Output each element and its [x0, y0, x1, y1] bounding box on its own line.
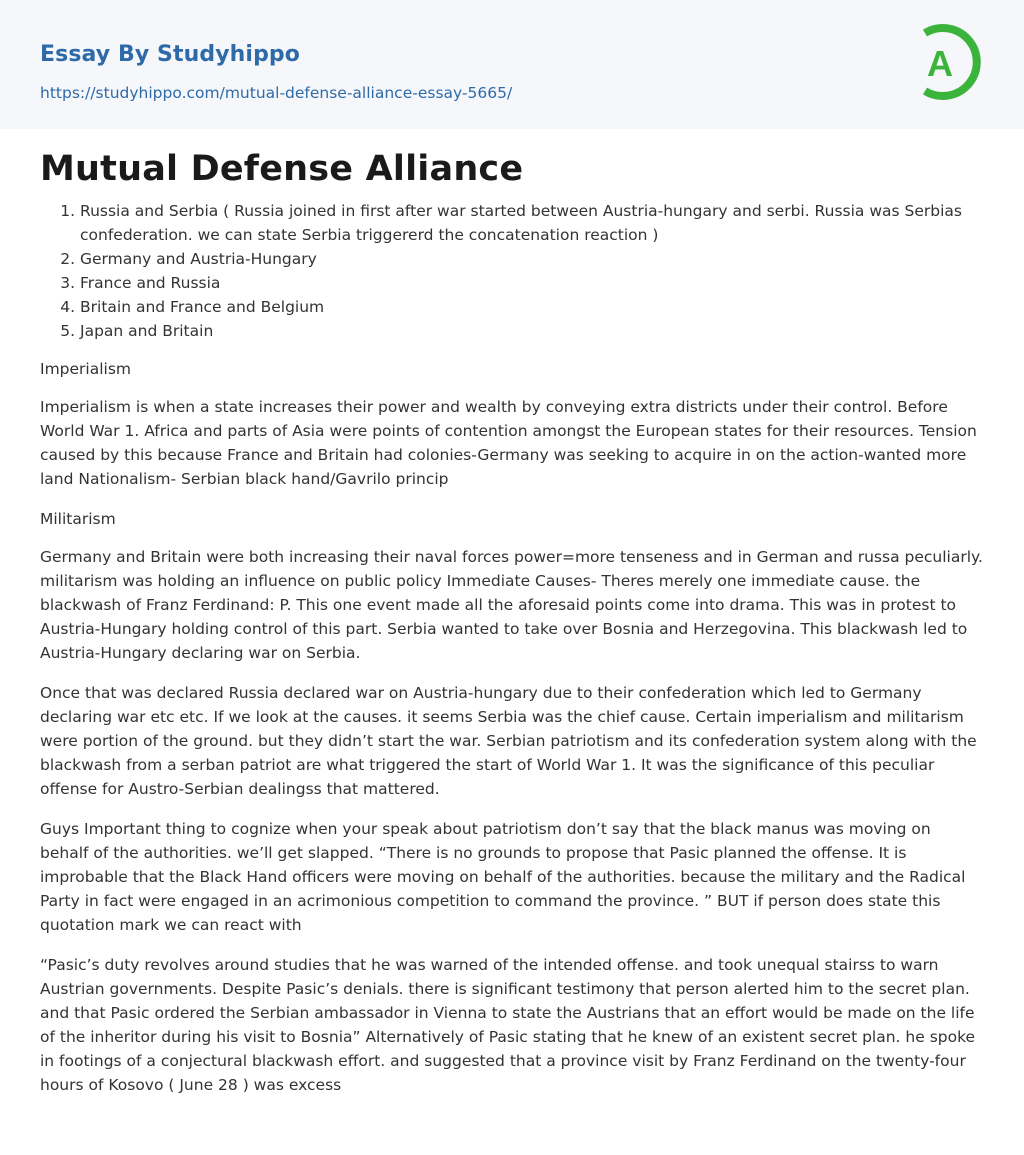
- list-item: 4. Britain and France and Belgium: [80, 295, 984, 319]
- body-paragraph: “Pasic’s duty revolves around studies that he was warned of the intended offense. and took unequal stairss to warn Austrian governments. Despite Pasic’s denials. there is significant testimony that person alerted him to the secret plan. and that Pasic ordered the Serbian ambassador in Vienna to state the Austrians that an effort would be made on the life of the inheritor during his visit to Bosnia” Alternatively of Pasic stating that he knew of an existent secret plan. he spoke in footings of a conjectural blackwash effort. and suggested that a province visit by Franz Ferdinand on the twenty-four hours of Kosovo ( June 28 ) was excess: [40, 956, 976, 1094]
- section-label-imperialism: Imperialism: [40, 360, 132, 378]
- article-title: Mutual Defense Alliance: [40, 149, 524, 189]
- section-label-militarism: Militarism: [40, 510, 116, 528]
- article-body: [0, 129, 1024, 1097]
- body-paragraph: Guys Important thing to cognize when your speak about patriotism don’t say that the black manus was moving on behalf of the authorities. we’ll get slapped. “There is no grounds to propose that Pasic planned the offense. It is improbable that the Black Hand officers were moving on behalf of the authorities. because the military and the Radical Party in fact were engaged in an acrimonious competition to command the province. ” BUT if person does state this quotation mark we can react with: [40, 820, 966, 934]
- studyhippo-logo-icon[interactable]: [912, 19, 986, 105]
- list-item: 2. Germany and Austria-Hungary: [80, 247, 984, 271]
- body-paragraph: Once that was declared Russia declared war on Austria-hungary due to their confederation which led to Germany declaring war etc etc. If we look at the causes. it seems Serbia was the chief cause. Certain imperialism and militarism were portion of the ground. but they didn’t start the war. Serbian patriotism and its confederation system along with the blackwash from a serban patriot are what triggered the start of World War 1. It was the significance of this peculiar offense for Austro-Serbian dealingss that mattered.: [40, 684, 977, 798]
- list-item: 5. Japan and Britain: [80, 319, 984, 343]
- list-item: 3. France and Russia: [80, 271, 984, 295]
- logo-letter: A: [927, 43, 953, 84]
- list-item: 1. Russia and Serbia ( Russia joined in first after war started between Austria-hungary and serbi. Russia was Serbias confederation. we can state Serbia triggererd the concatenation reaction ): [80, 199, 984, 247]
- site-brand[interactable]: Essay By Studyhippo: [40, 42, 300, 67]
- source-url-link[interactable]: https://studyhippo.com/mutual-defense-alliance-essay-5665/: [40, 84, 513, 102]
- imperialism-paragraph: Imperialism is when a state increases their power and wealth by conveying extra districts under their control. Before World War 1. Africa and parts of Asia were points of contention amongst the European states for their resources. Tension caused by this because France and Britain had colonies-Germany was seeking to acquire in on the action-wanted more land Nationalism- Serbian black hand/Gavrilo princip: [40, 398, 977, 488]
- body-paragraph: Germany and Britain were both increasing their naval forces power=more tenseness and in German and russa peculiarly. militarism was holding an influence on public policy Immediate Causes- Theres merely one immediate cause. the blackwash of Franz Ferdinand: P. This one event made all the aforesaid points come into drama. This was in protest to Austria-Hungary holding control of this part. Serbia wanted to take over Bosnia and Herzegovina. This blackwash led to Austria-Hungary declaring war on Serbia.: [40, 548, 983, 662]
- site-header: [0, 0, 1024, 129]
- alliances-list: [40, 199, 984, 343]
